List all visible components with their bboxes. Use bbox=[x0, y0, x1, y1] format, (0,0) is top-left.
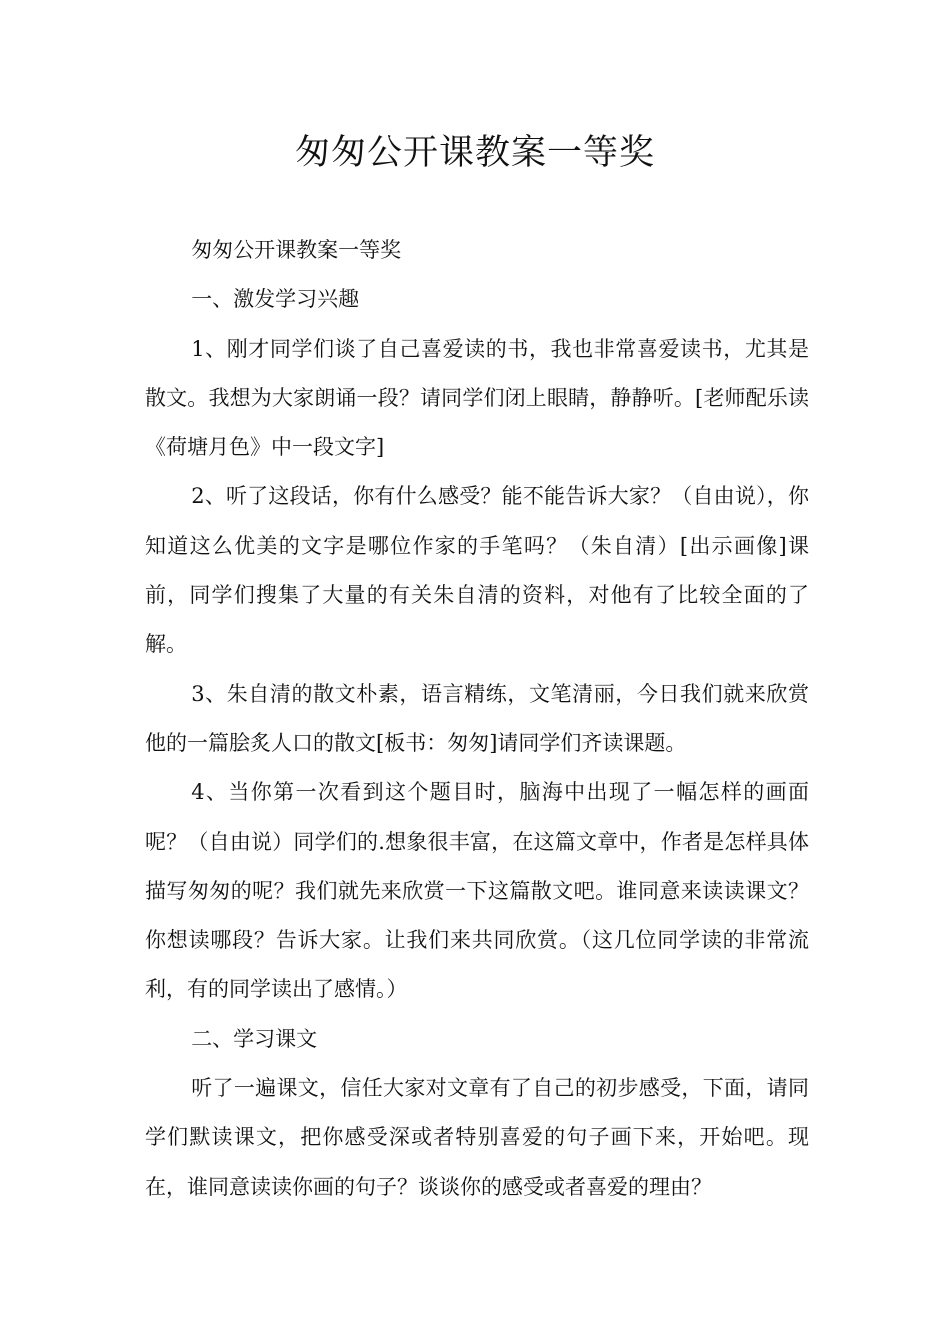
section-heading-1: 一、激发学习兴趣 bbox=[191, 287, 360, 312]
paragraph-5: 听了一遍课文，信任大家对文章有了自己的初步感受，下面，请同学们默读课文，把你感受深或者特别喜爱的句子画下来，开始吧。现在，谁同意读读你画的句子？谈谈你的感受或者喜爱的理由？ bbox=[145, 1076, 809, 1199]
paragraph-4: 4、当你第一次看到这个题目时，脑海中出现了一幅怎样的画面呢？（自由说）同学们的.想象很丰富，在这篇文章中，作者是怎样具体描写匆匆的呢？我们就先来欣赏一下这篇散文吧。谁同意来读读课文？你想读哪段？告诉大家。让我们来共同欣赏。（这几位同学读的非常流利，有的同学读出了感情。） bbox=[145, 780, 809, 1002]
document-title: 匆匆公开课教案一等奖 bbox=[294, 133, 655, 173]
paragraph-2: 2、听了这段话，你有什么感受？能不能告诉大家？（自由说），你知道这么优美的文字是哪位作家的手笔吗？（朱自清）[出示画像]课前，同学们搜集了大量的有关朱自清的资料，对他有了比较全面的了解。 bbox=[145, 484, 809, 657]
document-body bbox=[145, 226, 809, 1212]
section-heading-2: 二、学习课文 bbox=[191, 1026, 318, 1051]
paragraph-3: 3、朱自清的散文朴素，语言精练，文笔清丽，今日我们就来欣赏他的一篇脍炙人口的散文[板书：匆匆]请同学们齐读课题。 bbox=[145, 681, 809, 755]
paragraph-1: 1、刚才同学们谈了自己喜爱读的书，我也非常喜爱读书，尤其是散文。我想为大家朗诵一段？请同学们闭上眼睛，静静听。[老师配乐读《荷塘月色》中一段文字] bbox=[145, 336, 809, 460]
paragraph-subtitle: 匆匆公开课教案一等奖 bbox=[191, 238, 402, 262]
